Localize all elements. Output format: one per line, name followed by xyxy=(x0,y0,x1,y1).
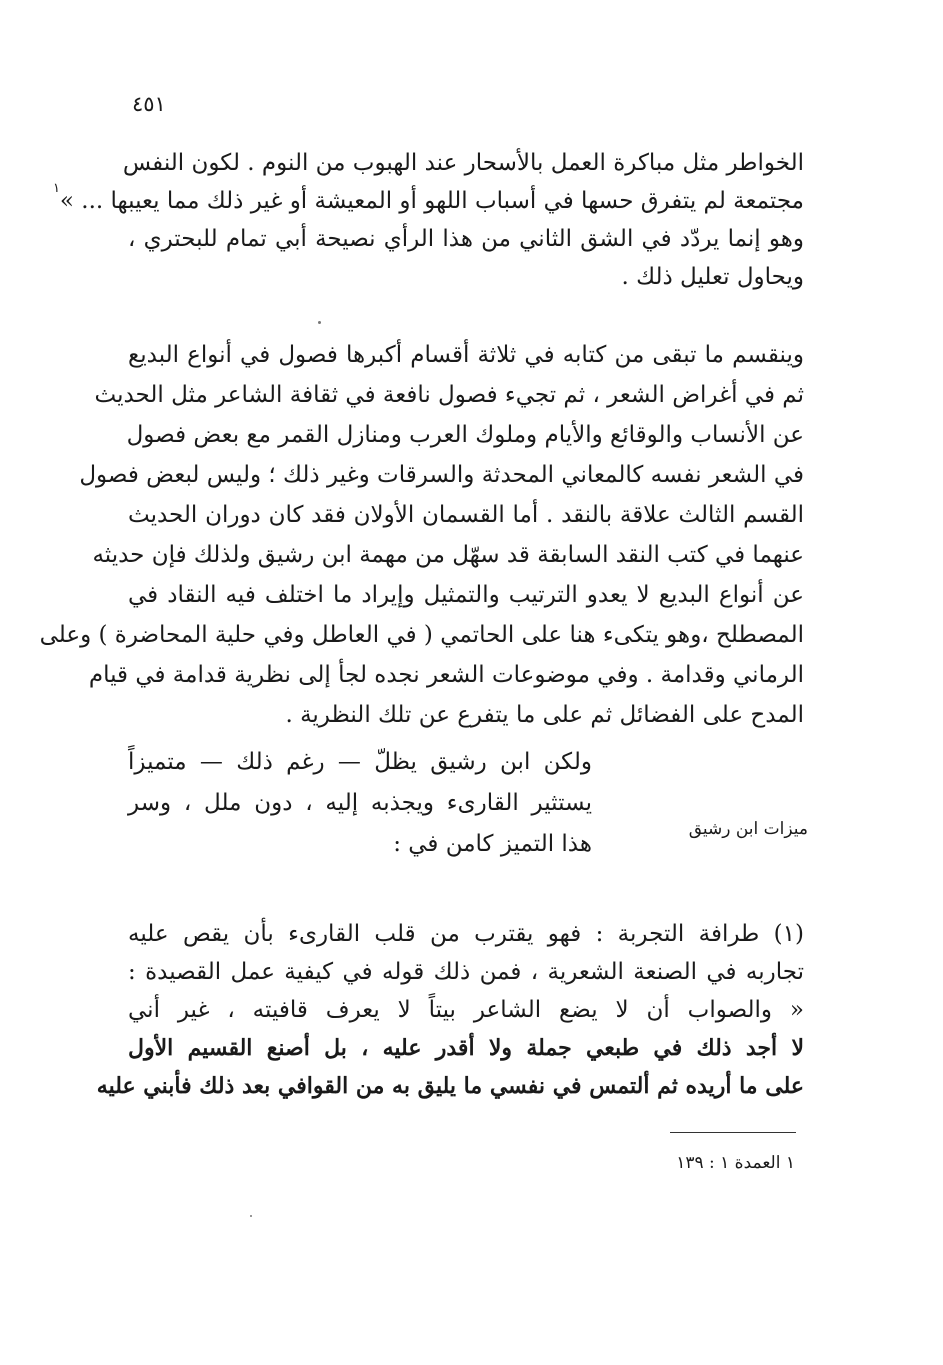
text-line: ثم في أغراض الشعر ، ثم تجيء فصول نافعة في ثقافة الشاعر مثل الحديث xyxy=(94,382,804,408)
text-line: « والصواب أن لا يضع الشاعر بيتاً لا يعرف قافيته ، غير أني xyxy=(128,997,804,1023)
text-line: الرماني وقدامة . وفي موضوعات الشعر نجده لجأ إلى نظرية قدامة في قيام xyxy=(88,662,804,688)
text-line: عن أنواع البديع لا يعدو الترتيب والتمثيل وإيراد ما اختلف فيه النقاد في xyxy=(128,582,804,608)
text-line: وهو إنما يردّد في الشق الثاني من هذا الرأي نصيحة أبي تمام للبحتري ، xyxy=(128,226,804,252)
text-line: ويحاول تعليل ذلك . xyxy=(621,264,804,290)
text-line: يستثير القارىء ويجذبه إليه ، دون ملل ، وسر xyxy=(128,790,592,816)
text-line: ولكن ابن رشيق يظلّ — رغم ذلك — متميزاً xyxy=(128,749,592,775)
text-line: القسم الثالث علاقة بالنقد . أما القسمان الأولان فقد كان دوران الحديث xyxy=(128,502,804,528)
paragraph-3 xyxy=(128,742,592,865)
text-line-content: مجتمعة لم يتفرق حسها في أسباب اللهو أو المعيشة أو غير ذلك مما يعيبها ... » xyxy=(59,188,804,214)
text-line: وينقسم ما تبقى من كتابه في ثلاثة أقسام أكبرها فصول في أنواع البديع xyxy=(128,342,804,368)
text-line: المصطلح ،وهو يتكىء هنا على الحاتمي ( في العاطل وفي حلية المحاضرة ) وعلى xyxy=(39,622,804,648)
paragraph-4 xyxy=(96,915,804,1105)
text-line: المدح على الفضائل ثم على ما يتفرع عن تلك النظرية . xyxy=(285,702,804,728)
text-line: عن الأنساب والوقائع والأيام وملوك العرب ومنازل القمر مع بعض فصول xyxy=(126,422,804,448)
text-line: هذا التميز كامن في : xyxy=(393,831,592,857)
text-line: الخواطر مثل مباكرة العمل بالأسحار عند الهبوب من النوم . لكون النفس xyxy=(122,150,804,176)
footnote-divider xyxy=(670,1132,796,1133)
footnote: ١ العمدة ١ : ١٣٩ xyxy=(676,1153,795,1173)
bold-quote-line: لا أجد ذلك في طبعي جملة ولا أقدر عليه ، بل أصنع القسيم الأول xyxy=(128,1035,804,1061)
text-line: في الشعر نفسه كالمعاني المحدثة والسرقات وغير ذلك ؛ وليس لبعض فصول xyxy=(79,462,804,488)
text-line: (١) طرافة التجربة : فهو يقترب من قلب القارىء بأن يقص عليه xyxy=(128,921,804,947)
paragraph-1 xyxy=(52,144,804,296)
paper-speck xyxy=(318,321,321,324)
text-line xyxy=(52,181,804,220)
bold-quote-line: على ما أريده ثم ألتمس في نفسي ما يليق به من القوافي بعد ذلك فأبني عليه xyxy=(96,1073,804,1099)
paper-speck xyxy=(250,1215,252,1217)
page-number: ٤٥١ xyxy=(132,92,166,116)
text-line: تجاربه في الصنعة الشعرية ، فمن ذلك قوله في كيفية عمل القصيدة : xyxy=(128,959,804,985)
paragraph-2 xyxy=(39,335,804,735)
footnote-marker: ١ xyxy=(52,181,60,196)
margin-note: ميزات ابن رشيق xyxy=(688,819,808,839)
text-line: عنهما في كتب النقد السابقة قد سهّل من مهمة ابن رشيق ولذلك فإن حديثه xyxy=(92,542,804,568)
